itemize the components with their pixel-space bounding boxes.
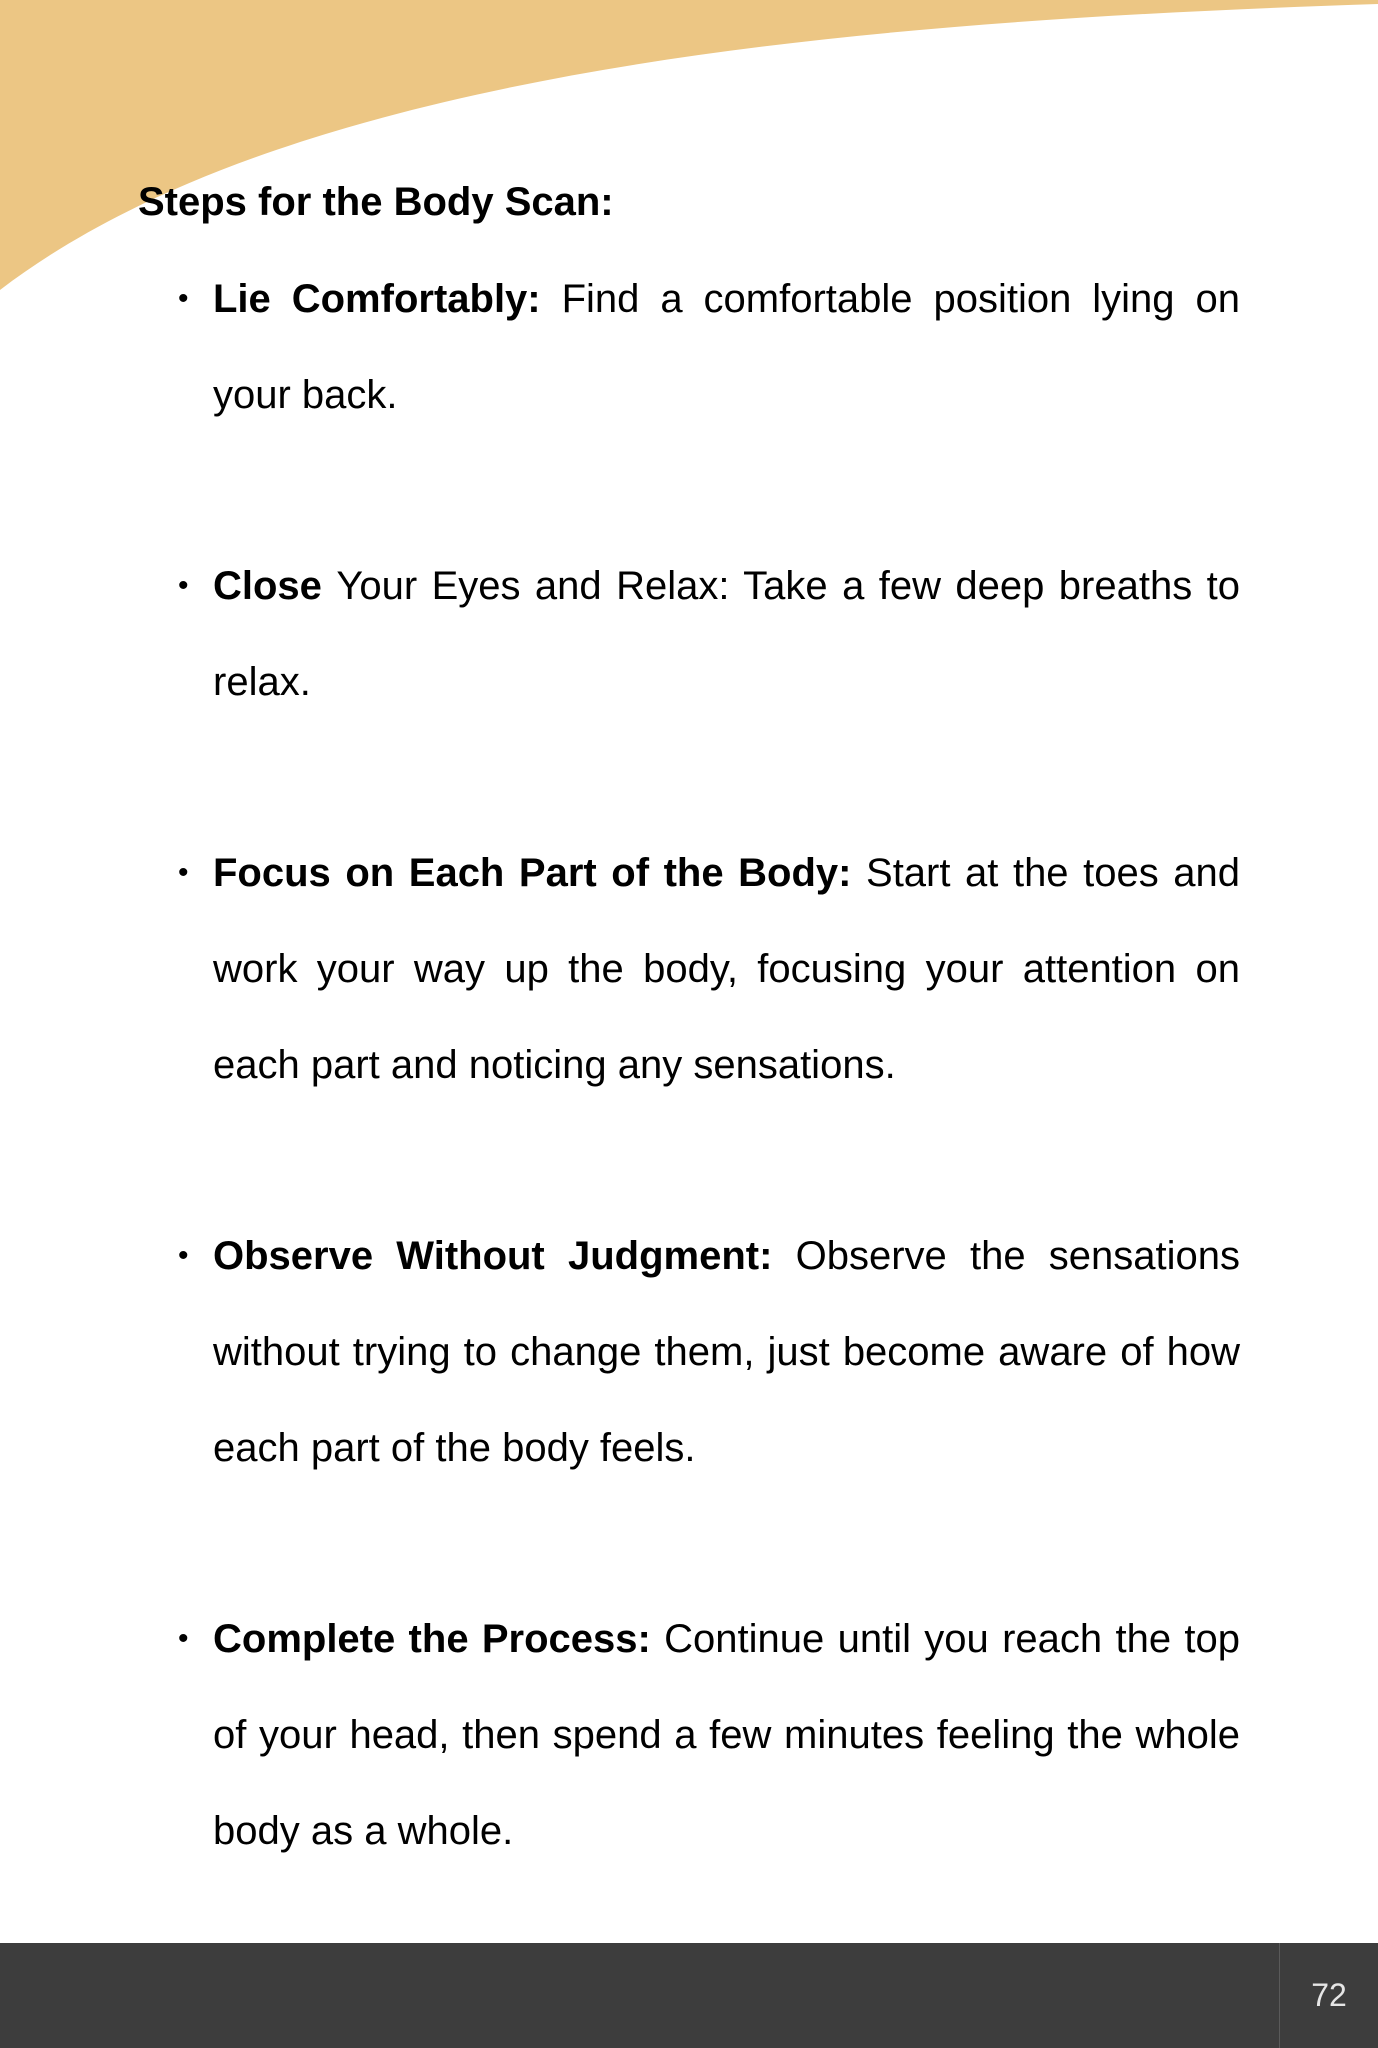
footer-bar [0, 1943, 1378, 2048]
step-text: Continue until you reach the top of your head, then spend a few minutes feeling the whole body as a whole. [213, 1617, 1240, 1853]
step-text: Find a comfortable position lying on your back. [213, 277, 1240, 417]
step-term: Observe Without Judgment: [213, 1234, 796, 1278]
step-text: Start at the toes and work your way up the body, focusing your attention on each part and noticing any sensations. [213, 851, 1240, 1087]
bullet-icon: • [178, 1622, 189, 1655]
page-number-box [1279, 1943, 1378, 2048]
list-item [178, 1591, 1240, 1879]
step-term: Focus on Each Part of the Body: [213, 851, 867, 895]
page-number: 72 [1311, 1977, 1347, 2013]
bullet-icon: • [178, 569, 189, 602]
step-text: Your Eyes and Relax: Take a few deep breaths to relax. [213, 564, 1240, 704]
list-item [178, 538, 1240, 730]
list-item [178, 825, 1240, 1113]
list-item [178, 1208, 1241, 1496]
list-item [178, 251, 1240, 443]
bullet-icon: • [178, 282, 189, 315]
step-term: Close [213, 564, 337, 608]
bullet-icon: • [178, 856, 189, 889]
step-term: Complete the Process: [213, 1617, 665, 1661]
bullet-icon: • [178, 1239, 189, 1272]
step-text: Observe the sensations without trying to change them, just become aware of how each part of the body feels. [213, 1234, 1241, 1470]
section-heading: Steps for the Body Scan: [138, 180, 614, 224]
step-term: Lie Comfortably: [213, 277, 562, 321]
